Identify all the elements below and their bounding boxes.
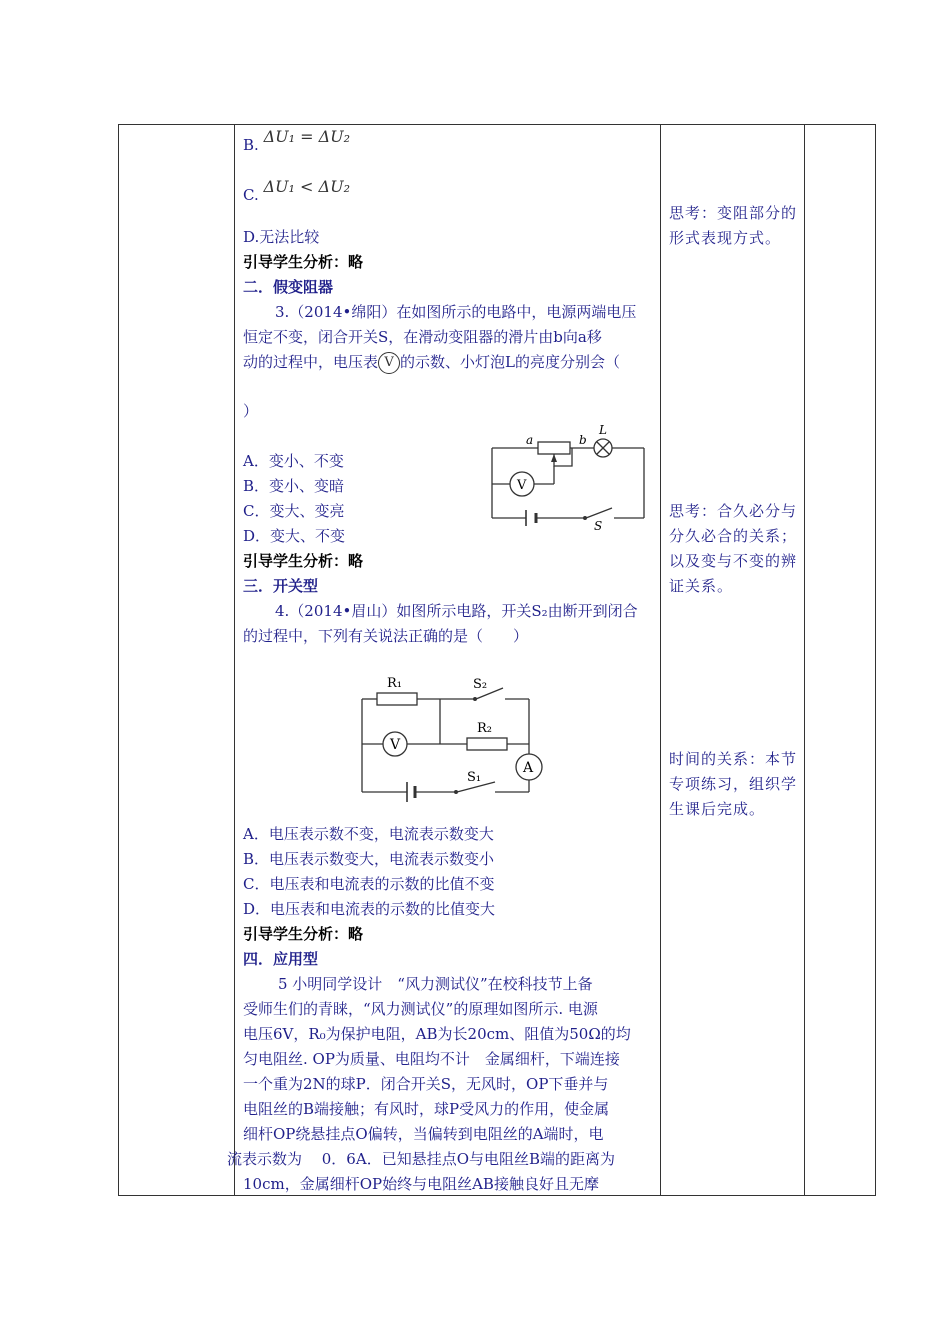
option-c — [243, 177, 350, 208]
question-text: 3.（2014•绵阳）在如图所示的电路中，电源两端电压 — [275, 303, 637, 321]
option-label: C. — [243, 186, 259, 204]
guide-text: 引导学生分析：略 — [243, 552, 364, 570]
label-s1: S₁ — [467, 770, 482, 785]
side-note: 思考：合久必分与分久必合的关系；以及变与不变的辨证关系。 — [669, 502, 798, 595]
option-c: C．电压表和电流表的示数的比值不变 — [243, 875, 495, 893]
column-divider-2 — [660, 124, 661, 1196]
label-s2: S₂ — [473, 677, 488, 692]
label-r2: R₂ — [477, 721, 492, 736]
guide-text: 引导学生分析：略 — [243, 253, 364, 271]
side-note: 时间的关系：本节专项练习，组织学生课后完成。 — [669, 750, 798, 818]
label-switch: S — [594, 519, 603, 530]
paragraph-line: 细杆OP绕悬挂点O偏转，当偏转到电阻丝的A端时，电 — [243, 1125, 604, 1143]
question-text: 恒定不变，闭合开关S，在滑动变阻器的滑片由b向a移 — [243, 328, 602, 346]
paragraph-line: 5 小明同学设计 “风力测试仪”在校科技节上备 — [263, 975, 593, 993]
circuit-diagram-rheostat — [486, 418, 652, 530]
section-title: 三．开关型 — [243, 577, 319, 595]
section-title: 四．应用型 — [243, 950, 319, 968]
guide-text: 引导学生分析：略 — [243, 925, 364, 943]
option-b — [243, 127, 351, 158]
option-a: A．变小、不变 — [243, 452, 344, 470]
question-text: 的过程中，下列有关说法正确的是（ ） — [243, 627, 529, 645]
option-label: B. — [243, 136, 259, 154]
paragraph-line: 一个重为2N的球P．闭合开关S，无风时，OP下垂并与 — [243, 1075, 609, 1093]
question-text: ） — [243, 402, 259, 420]
option-d: D．电压表和电流表的示数的比值变大 — [243, 900, 496, 918]
option-d: D.无法比较 — [243, 228, 320, 246]
column-divider-1 — [234, 124, 235, 1196]
option-c: C．变大、变亮 — [243, 502, 345, 520]
question-text: 4.（2014•眉山）如图所示电路，开关S₂由断开到闭合 — [275, 602, 638, 620]
formula: ΔU₁ < ΔU₂ — [263, 177, 350, 196]
paragraph-line: 10cm，金属细杆OP始终与电阻丝AB接触良好且无摩 — [243, 1175, 599, 1193]
paragraph-line: 电阻丝的B端接触；有风时，球P受风力的作用，使金属 — [243, 1100, 610, 1118]
option-b: B．变小、变暗 — [243, 477, 345, 495]
circuit-diagram-switch — [355, 668, 551, 808]
label-a: a — [526, 433, 534, 447]
paragraph-line: 电压6V，R₀为保护电阻，AB为长20cm、阻值为50Ω的均 — [243, 1025, 631, 1043]
option-b: B．电压表示数变大，电流表示数变小 — [243, 850, 495, 868]
column-divider-3 — [804, 124, 805, 1196]
label-lamp: L — [599, 423, 607, 437]
label-voltmeter: V — [517, 478, 527, 493]
section-title: 二．假变阻器 — [243, 278, 334, 296]
text: 的示数、小灯泡L的亮度分别会（ — [400, 353, 620, 371]
paragraph-line: 流表示数为 0．6A．已知悬挂点O与电阻丝B端的距离为 — [227, 1150, 616, 1168]
side-note: 思考：变阻部分的形式表现方式。 — [669, 204, 798, 247]
option-a: A．电压表示数不变，电流表示数变大 — [243, 825, 494, 843]
voltmeter-icon: V — [378, 352, 400, 374]
text: 动的过程中，电压表 — [243, 353, 379, 371]
label-voltmeter: V — [390, 737, 401, 753]
paragraph-line: 受师生们的青睐，“风力测试仪”的原理如图所示. 电源 — [243, 1000, 598, 1018]
label-b: b — [579, 433, 587, 447]
label-r1: R₁ — [387, 676, 402, 691]
question-text — [243, 350, 620, 375]
label-ammeter: A — [523, 760, 534, 776]
paragraph-line: 匀电阻丝. OP为质量、电阻均不计 金属细杆，下端连接 — [243, 1050, 620, 1068]
option-d: D．变大、不变 — [243, 527, 346, 545]
formula: ΔU₁ = ΔU₂ — [263, 127, 351, 146]
